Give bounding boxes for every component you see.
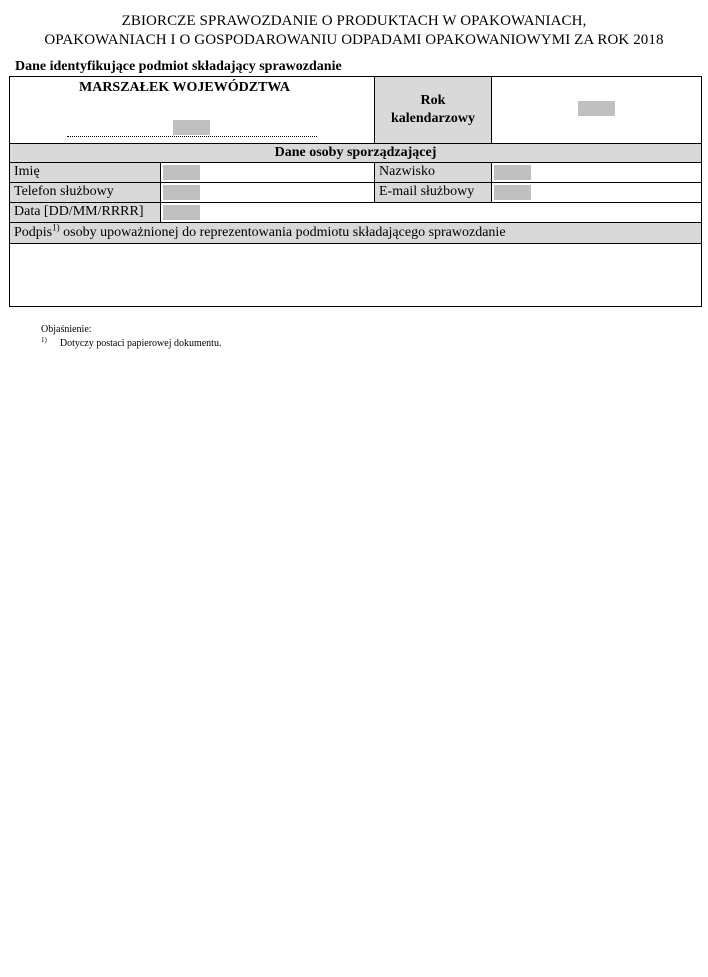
phone-field[interactable]: [163, 185, 200, 200]
authority-label: MARSZAŁEK WOJEWÓDZTWA: [79, 80, 290, 95]
report-title-line-2: OPAKOWANIACH I O GOSPODAROWANIU ODPADAMI OPAKOWANIOWYMI ZA ROK 2018: [44, 32, 664, 48]
email-field[interactable]: [494, 185, 531, 200]
date-label: Data [DD/MM/RRRR]: [14, 204, 144, 219]
date-field[interactable]: [163, 205, 200, 220]
year-label-cell: [375, 77, 491, 144]
phone-label: Telefon służbowy: [14, 184, 114, 199]
footnote-1: $^{1)}$ Dotyczy postaci papierowej dokumentu.: [41, 335, 222, 349]
last-name-field[interactable]: [494, 165, 531, 180]
footnote-ref: 1): [52, 222, 60, 233]
report-form: [9, 76, 702, 307]
explanations: [41, 323, 221, 351]
preparer-heading: Dane osoby sporządzającej: [274, 145, 437, 160]
voivodeship-field[interactable]: [173, 120, 210, 135]
first-name-label: Imię: [14, 164, 40, 179]
email-label: E-mail służbowy: [379, 184, 475, 199]
explanations-heading: Objaśnienie:: [41, 324, 92, 335]
report-title: [0, 12, 708, 50]
last-name-label: Nazwisko: [379, 164, 435, 179]
year-label: Rok kalendarzowy: [391, 93, 475, 126]
signature-label: Podpis$^{1)}$ osoby upoważnionej do reprezentowania podmiotu składającego sprawozdanie: [14, 222, 506, 240]
identification-heading: Dane identyfikujące podmiot składający sprawozdanie: [15, 59, 342, 74]
preparer-heading-cell: [10, 144, 701, 162]
first-name-field[interactable]: [163, 165, 200, 180]
voivodeship-dotted-line: [67, 136, 317, 137]
report-title-line-1: ZBIORCZE SPRAWOZDANIE O PRODUKTACH W OPAKOWANIACH,: [121, 13, 587, 29]
year-field[interactable]: [578, 101, 615, 116]
signature-area[interactable]: [10, 244, 701, 306]
